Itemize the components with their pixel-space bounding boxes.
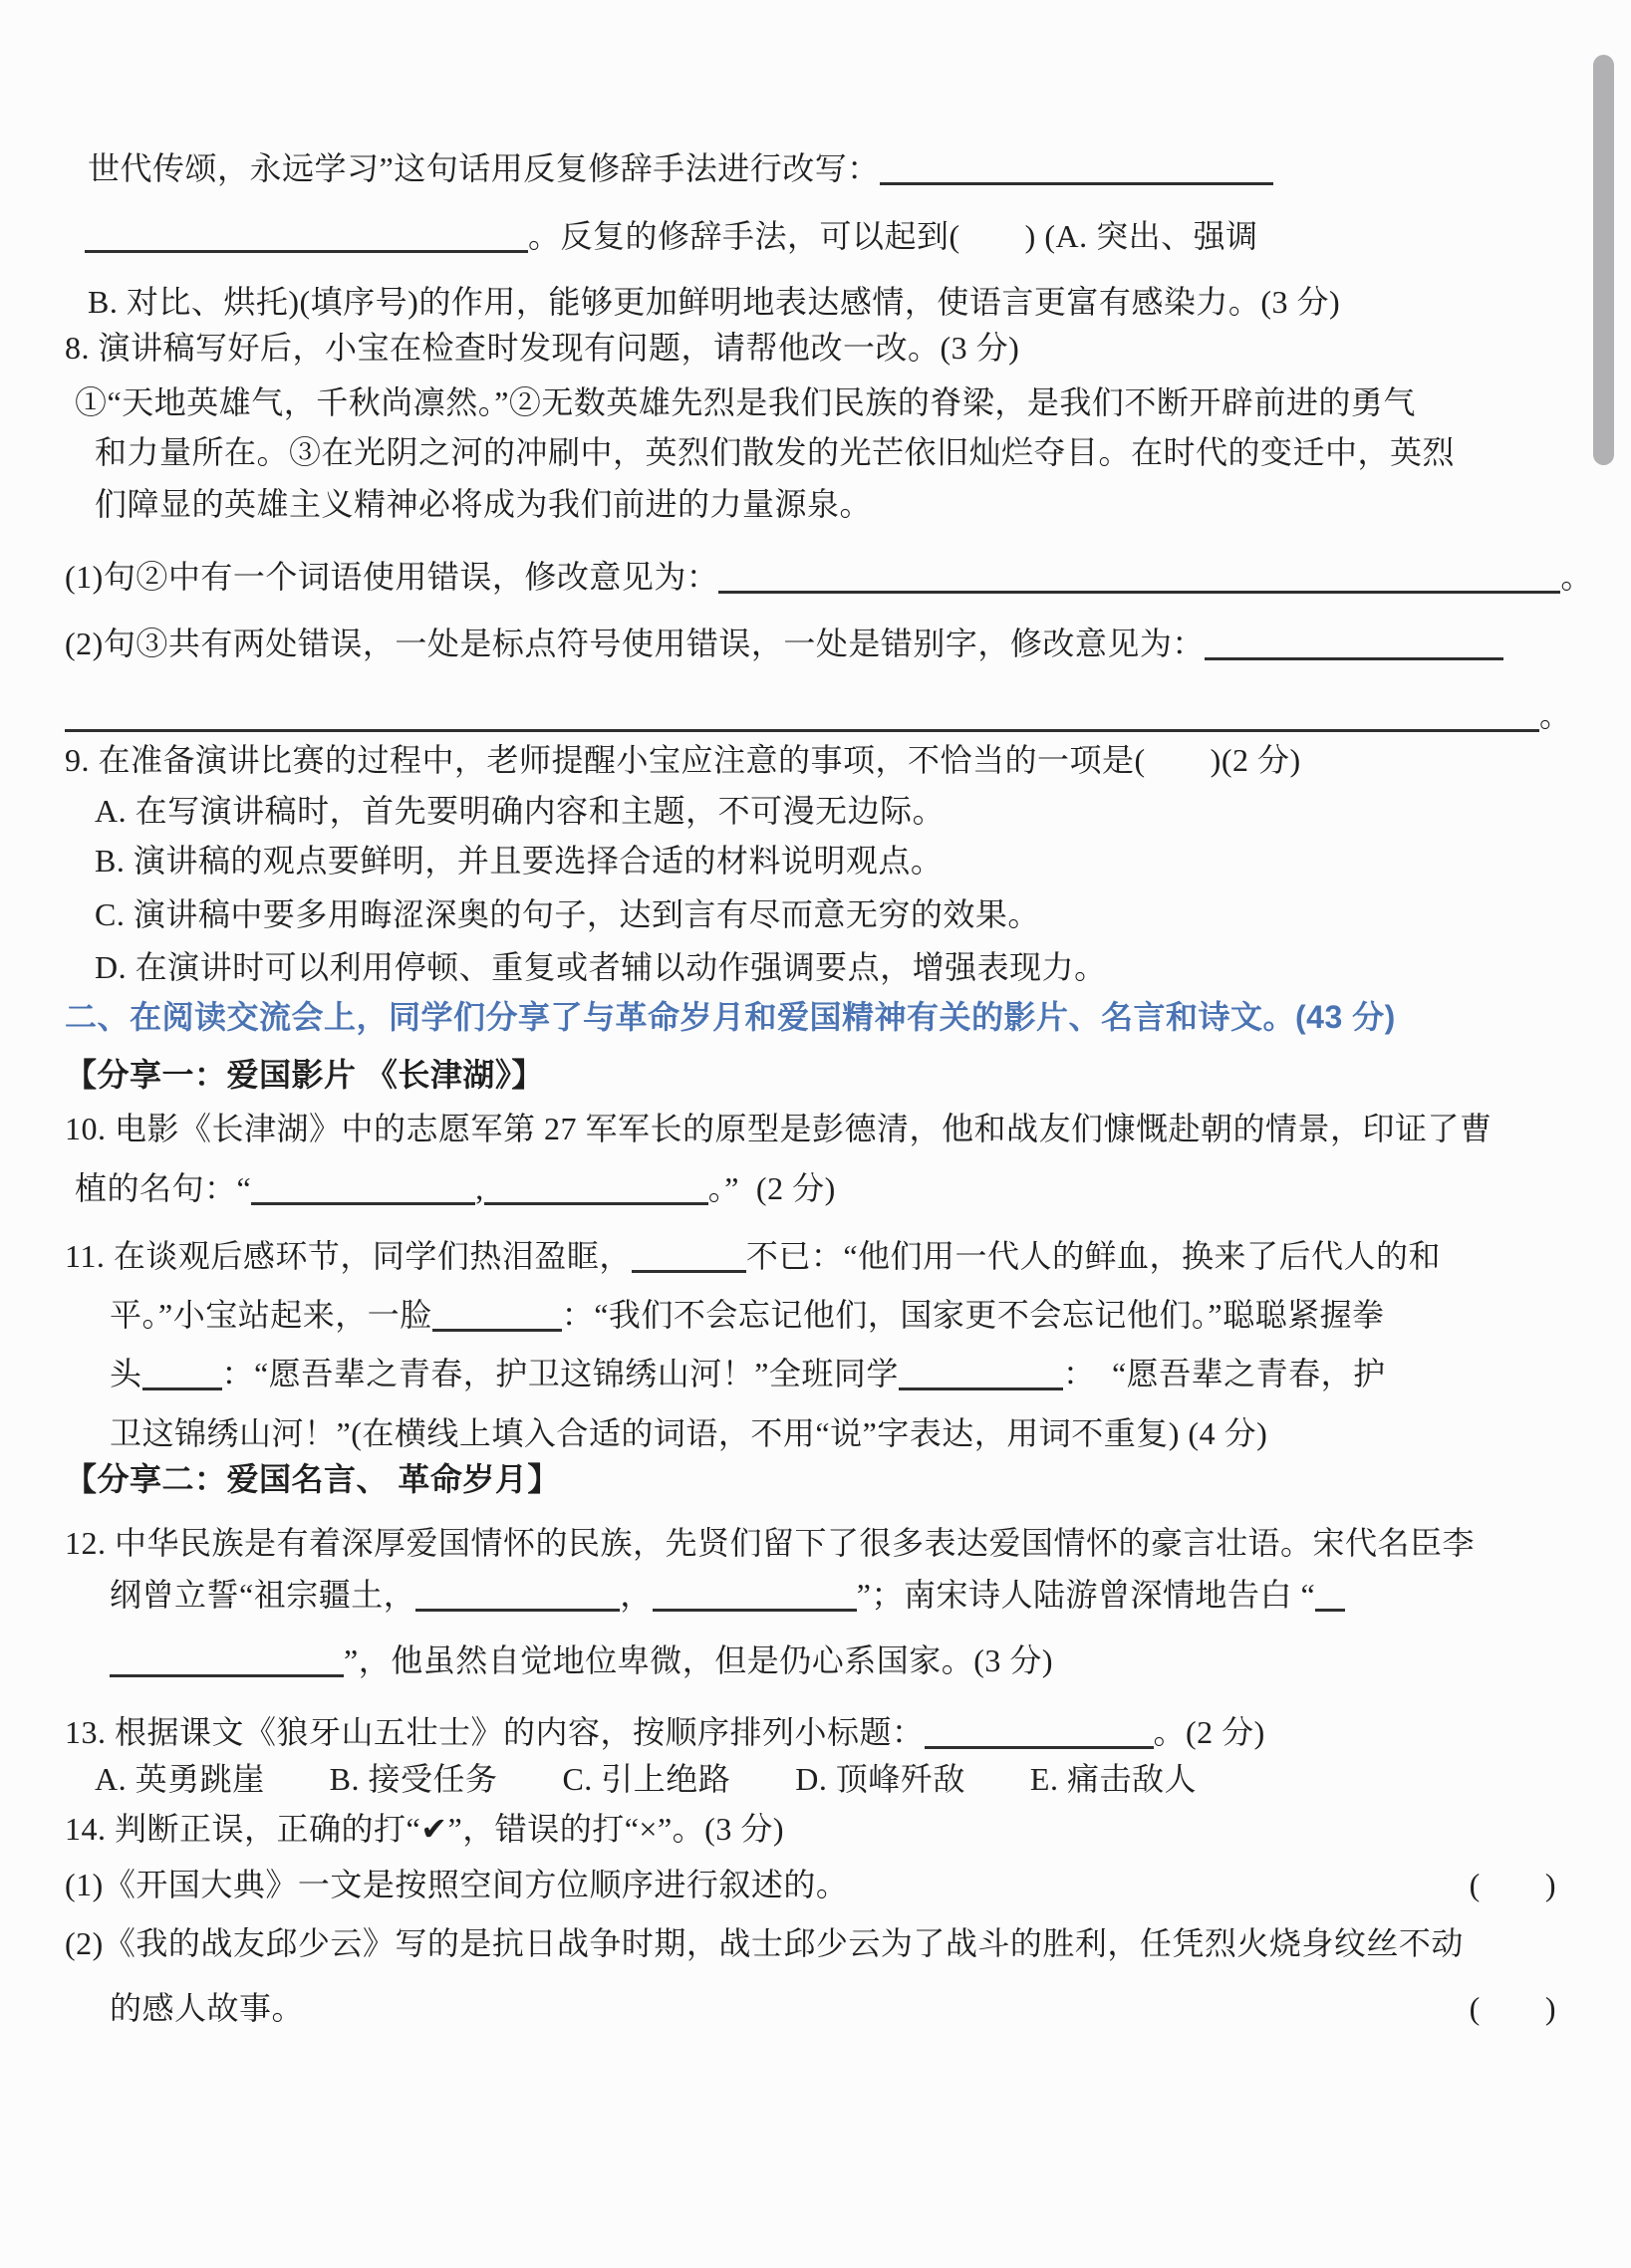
text-run: 。” (2 分) [707, 1170, 836, 1206]
text-run: 14. 判断正误，正确的打“✔”，错误的打“×”。(3 分) [65, 1811, 784, 1847]
answer-blank [718, 588, 1560, 594]
answer-blank [880, 179, 1273, 185]
text-run: B. 演讲稿的观点要鲜明，并且要选择合适的材料说明观点。 [95, 843, 944, 879]
text-run: 。(2 分) [1153, 1714, 1265, 1750]
scrollbar-thumb[interactable] [1593, 55, 1614, 465]
q14-stem [65, 1808, 784, 1850]
answer-blank [85, 247, 528, 253]
q9-option-c [95, 893, 1040, 935]
text-run: ”；南宋诗人陆游曾深情地告白 “ [856, 1577, 1316, 1613]
q8-passage-line-3 [95, 483, 872, 525]
text-run: 9. 在准备演讲比赛的过程中，老师提醒小宝应注意的事项，不恰当的一项是( )(2 分) [65, 742, 1301, 778]
answer-blank [925, 1743, 1154, 1749]
q8-sub2 [65, 623, 1503, 664]
q10-line-2 [75, 1167, 836, 1209]
answer-blank [653, 1606, 857, 1612]
share-2-heading [65, 1458, 560, 1500]
answer-blank [415, 1606, 620, 1612]
text-run: A. 英勇跳崖 B. 接受任务 C. 引上绝路 D. 顶峰歼敌 E. 痛击敌人 [95, 1761, 1197, 1797]
q12-line-2 [110, 1574, 1345, 1616]
text-run: ：“我们不会忘记他们，国家更不会忘记他们。”聪聪紧握拳 [561, 1297, 1385, 1333]
q10-line-1 [65, 1108, 1493, 1149]
answer-blank [1315, 1606, 1345, 1612]
text-run: ：“愿吾辈之青春，护卫这锦绣山河！”全班同学 [221, 1356, 899, 1391]
q13-stem [65, 1711, 1265, 1753]
text-run: ”，他虽然自觉地位卑微，但是仍心系国家。(3 分) [344, 1642, 1054, 1678]
text-run: 卫这锦绣山河！”(在横线上填入合适的词语，不用“说”字表达，用词不重复) (4 分) [110, 1415, 1268, 1451]
q8-stem [65, 327, 1019, 369]
text-run: 11. 在谈观后感环节，同学们热泪盈眶， [65, 1238, 632, 1274]
text-run: 和力量所在。③在光阴之河的冲刷中，英烈们散发的光芒依旧灿烂夺目。在时代的变迁中，英烈 [95, 434, 1456, 470]
text-run: 12. 中华民族是有着深厚爱国情怀的民族，先贤们留下了很多表达爱国情怀的豪言壮语。宋代名臣李 [65, 1525, 1476, 1561]
text-run: 10. 电影《长津湖》中的志愿军第 27 军军长的原型是彭德清，他和战友们慷慨赴朝的情景，印证了曹 [65, 1111, 1493, 1146]
answer-blank [142, 1385, 222, 1390]
text-run: 世代传颂，永远学习”这句话用反复修辞手法进行改写： [88, 150, 880, 186]
q14-item-1 [65, 1864, 1556, 1905]
section-2-heading [65, 996, 1396, 1038]
share-1-heading [65, 1054, 544, 1096]
text-run: ， [620, 1577, 653, 1613]
answer-blank [632, 1267, 746, 1273]
q13-options [95, 1758, 1197, 1800]
text-run: 【分享二：爱国名言、 革命岁月】 [65, 1461, 560, 1497]
q11-line-2 [110, 1294, 1385, 1336]
q11-line-4 [110, 1412, 1267, 1454]
text-run: 们障显的英雄主义精神必将成为我们前进的力量源泉。 [95, 486, 873, 522]
text-run: 纲曾立誓“祖宗疆土， [110, 1577, 416, 1613]
answer-blank [899, 1385, 1063, 1390]
text-run: 植的名句：“ [75, 1170, 252, 1206]
answer-blank [251, 1199, 475, 1205]
q8-passage-line-1 [75, 381, 1416, 423]
q9-option-b [95, 840, 943, 882]
text-run: 头 [110, 1356, 142, 1391]
answer-blank [65, 726, 1539, 732]
q12-line-3 [110, 1639, 1053, 1681]
text-run: 。 [1539, 697, 1572, 733]
text-run: 不已：“他们用一代人的鲜血，换来了后代人的和 [745, 1238, 1442, 1274]
q11-line-3 [110, 1353, 1386, 1394]
text-run: 。反复的修辞手法，可以起到( ) (A. 突出、强调 [528, 218, 1258, 254]
text-run: ( ) [1469, 1990, 1556, 2026]
q9-option-a [95, 790, 945, 832]
text-run: D. 在演讲时可以利用停顿、重复或者辅以动作强调要点，增强表现力。 [95, 949, 1107, 985]
answer-blank [1205, 654, 1503, 660]
q12-line-1 [65, 1522, 1475, 1564]
q7-continuation [85, 215, 1258, 257]
text-run: ： “愿吾辈之青春，护 [1062, 1356, 1386, 1391]
q11-line-1 [65, 1235, 1441, 1277]
text-run: 平。”小宝站起来，一脸 [110, 1297, 432, 1333]
text-run: 8. 演讲稿写好后，小宝在检查时发现有问题，请帮他改一改。(3 分) [65, 330, 1020, 366]
text-run: (2)《我的战友邱少云》写的是抗日战争时期，战士邱少云为了战斗的胜利，任凭烈火烧身纹丝不动 [65, 1925, 1464, 1961]
text-run: ①“天地英雄气，千秋尚凛然。”②无数英雄先烈是我们民族的脊梁，是我们不断开辟前进的勇气 [75, 384, 1416, 420]
text-run: 的感人故事。 [110, 1990, 305, 2026]
q9-option-d [95, 946, 1107, 988]
text-run: A. 在写演讲稿时，首先要明确内容和主题，不可漫无边际。 [95, 793, 946, 829]
text-run: (1)句②中有一个词语使用错误，修改意见为： [65, 559, 719, 595]
text-run: C. 演讲稿中要多用晦涩深奥的句子，达到言有尽而意无穷的效果。 [95, 896, 1040, 932]
text-run: , [475, 1170, 484, 1206]
text-run: 13. 根据课文《狼牙山五壮士》的内容，按顺序排列小标题： [65, 1714, 925, 1750]
text-run: (1)《开国大典》一文是按照空间方位顺序进行叙述的。 [65, 1867, 849, 1902]
answer-blank [110, 1671, 344, 1677]
q8-sub1 [65, 556, 1593, 598]
q7-option-b-line [88, 281, 1340, 323]
answer-blank [484, 1199, 708, 1205]
q8-passage-line-2 [95, 431, 1455, 473]
answer-blank [432, 1326, 562, 1332]
q14-item-2-line-2 [110, 1987, 1556, 2029]
text-run: 【分享一：爱国影片 《长津湖》】 [65, 1057, 544, 1093]
q7-rewrite-prompt [88, 147, 1273, 189]
text-run: (2)句③共有两处错误，一处是标点符号使用错误，一处是错别字，修改意见为： [65, 626, 1205, 661]
text-run: B. 对比、烘托)(填序号)的作用，能够更加鲜明地表达感情，使语言更富有感染力。(3 分) [88, 284, 1341, 320]
q8-sub2-answer-line [65, 694, 1572, 736]
text-run: 。 [1560, 559, 1593, 595]
text-run: 二、在阅读交流会上，同学们分享了与革命岁月和爱国精神有关的影片、名言和诗文。(43 分) [65, 999, 1396, 1035]
q9-stem [65, 739, 1301, 781]
text-run: ( ) [1469, 1867, 1556, 1902]
q14-item-2-line-1 [65, 1922, 1464, 1964]
